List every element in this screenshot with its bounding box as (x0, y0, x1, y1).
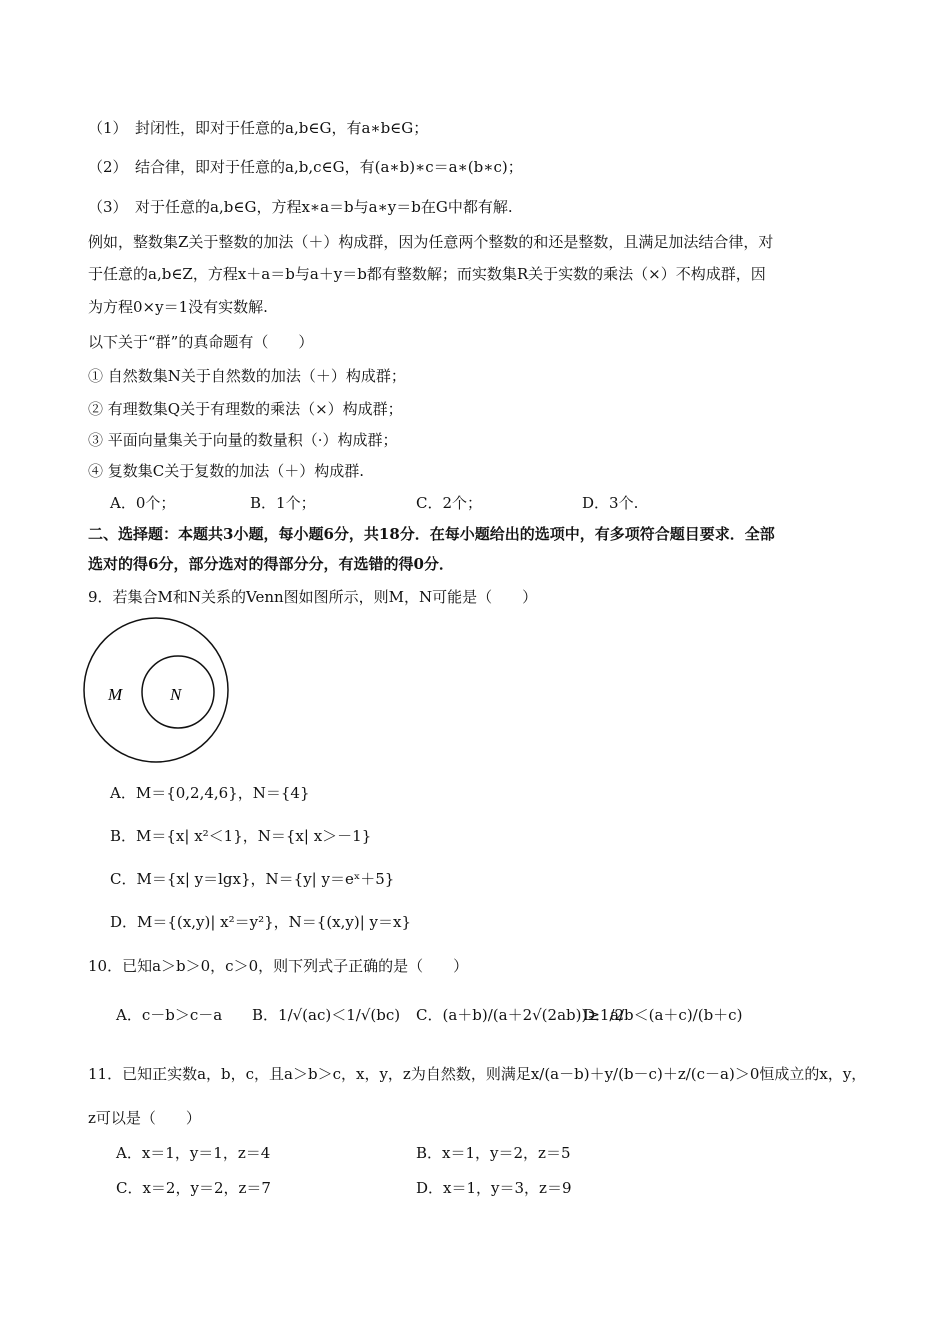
group-condition-1: （1） 封闭性，即对于任意的a,b∈G，有a∗b∈G； (88, 119, 429, 137)
example-line-2: 于任意的a,b∈Z，方程x＋a＝b与a＋y＝b都有整数解；而实数集R关于实数的乘法（×）不构成群，因 (88, 265, 766, 283)
q9-option-a: A．M＝{0,2,4,6}，N＝{4} (110, 784, 310, 802)
q11-option-b: B．x＝1，y＝2，z＝5 (416, 1144, 571, 1162)
q10-option-a: A．c－b＞c－a (116, 1006, 223, 1024)
q9-option-b: B．M＝{x| x²＜1}，N＝{x| x＞－1} (110, 827, 372, 845)
q11-option-d: D．x＝1，y＝3，z＝9 (416, 1179, 572, 1197)
venn-label-n: N (170, 685, 182, 704)
q10-option-c: C．(a＋b)/(a＋2√(2ab))≥1/2 (416, 1006, 625, 1024)
section-2-header-line-1: 二、选择题：本题共3小题，每小题6分，共18分．在每小题给出的选项中，有多项符合题目要求．全部 (88, 525, 775, 543)
q8-option-c: C．2个； (416, 494, 483, 512)
q10-option-d: D．a/b＜(a＋c)/(b＋c) (583, 1006, 743, 1024)
venn-diagram (82, 617, 262, 767)
q9-stem: 9．若集合M和N关系的Venn图如图所示，则M，N可能是（ ） (88, 588, 538, 606)
venn-label-m: M (108, 685, 123, 704)
q11-stem-line-2: z可以是（ ） (88, 1109, 201, 1127)
example-line-1: 例如，整数集Z关于整数的加法（＋）构成群，因为任意两个整数的和还是整数，且满足加法结合律，对 (88, 233, 774, 251)
group-condition-2: （2） 结合律，即对于任意的a,b,c∈G，有(a∗b)∗c＝a∗(b∗c)； (88, 158, 523, 176)
q10-option-b: B．1/√(ac)＜1/√(bc) (252, 1006, 401, 1024)
q8-stem: 以下关于“群”的真命题有（ ） (88, 333, 314, 351)
q8-proposition-4: ④ 复数集C关于复数的加法（＋）构成群. (88, 462, 365, 480)
q11-option-a: A．x＝1，y＝1，z＝4 (116, 1144, 271, 1162)
group-condition-3: （3） 对于任意的a,b∈G，方程x∗a＝b与a∗y＝b在G中都有解. (88, 198, 513, 216)
q9-option-d: D．M＝{(x,y)| x²＝y²}，N＝{(x,y)| y＝x} (110, 913, 412, 931)
q8-proposition-1: ① 自然数集N关于自然数的加法（＋）构成群； (88, 367, 406, 385)
q11-stem-line-1: 11．已知正实数a，b，c，且a＞b＞c，x，y，z为自然数，则满足x/(a－b)＋y/(b－c)＋z/(c－a)＞0恒成立的x，y， (88, 1065, 867, 1083)
section-2-header-line-2: 选对的得6分，部分选对的得部分分，有选错的得0分． (88, 555, 454, 573)
q8-option-d: D．3个. (582, 494, 639, 512)
q8-option-b: B．1个； (250, 494, 316, 512)
venn-outer-circle (84, 618, 228, 762)
q10-stem: 10．已知a＞b＞0，c＞0，则下列式子正确的是（ ） (88, 957, 469, 975)
q8-option-a: A．0个； (110, 494, 176, 512)
example-line-3: 为方程0×y＝1没有实数解. (88, 298, 268, 316)
q8-proposition-3: ③ 平面向量集关于向量的数量积（·）构成群； (88, 431, 398, 449)
q8-proposition-2: ② 有理数集Q关于有理数的乘法（×）构成群； (88, 400, 403, 418)
q9-option-c: C．M＝{x| y＝lgx}，N＝{y| y＝eˣ＋5} (110, 870, 395, 888)
q11-option-c: C．x＝2，y＝2，z＝7 (116, 1179, 271, 1197)
